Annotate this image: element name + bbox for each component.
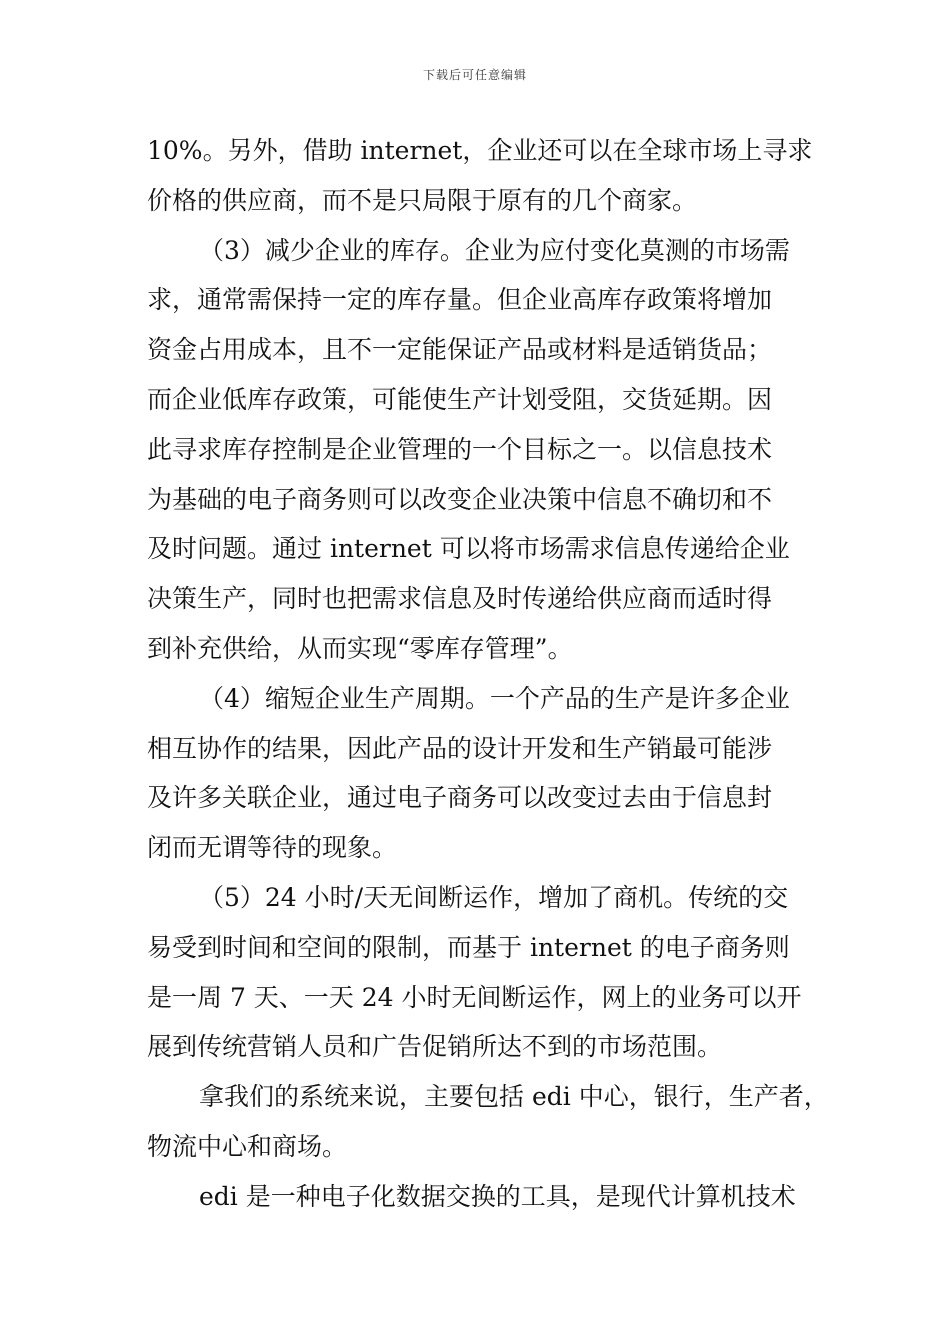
text-line: 及时问题。通过 internet 可以将市场需求信息传递给企业: [147, 534, 790, 564]
text-line: edi 是一种电子化数据交换的工具，是现代计算机技术: [199, 1181, 796, 1211]
body-text: [147, 126, 829, 1222]
text-line: 为基础的电子商务则可以改变企业决策中信息不确切和不: [147, 484, 773, 514]
text-line: 相互协作的结果，因此产品的设计开发和生产销最可能涉: [147, 733, 773, 763]
text-line: 此寻求库存控制是企业管理的一个目标之一。以信息技术: [147, 434, 773, 464]
text-line: 易受到时间和空间的限制，而基于 internet 的电子商务则: [147, 932, 790, 962]
text-line: （4）缩短企业生产周期。一个产品的生产是许多企业: [199, 683, 790, 713]
text-line: 资金占用成本，且不一定能保证产品或材料是适销货品；: [147, 335, 773, 365]
text-line: 价格的供应商，而不是只局限于原有的几个商家。: [147, 185, 698, 215]
text-line: 到补充供给，从而实现“零库存管理”。: [147, 633, 573, 663]
text-line: 10%。另外，借助 internet，企业还可以在全球市场上寻求: [147, 136, 813, 165]
text-line: 决策生产，同时也把需求信息及时传递给供应商而适时得: [147, 584, 773, 614]
text-line: 闭而无谓等待的现象。: [147, 833, 398, 863]
text-line: 求，通常需保持一定的库存量。但企业高库存政策将增加: [147, 285, 773, 315]
text-line: （3）减少企业的库存。企业为应付变化莫测的市场需: [199, 235, 790, 265]
page-header: 下载后可任意编辑: [422, 68, 527, 82]
text-line: 而企业低库存政策，可能使生产计划受阻，交货延期。因: [147, 384, 773, 414]
text-line: 展到传统营销人员和广告促销所达不到的市场范围。: [147, 1032, 723, 1062]
text-line: （5）24 小时/天无间断运作，增加了商机。传统的交: [199, 882, 789, 912]
text-line: 及许多关联企业，通过电子商务可以改变过去由于信息封: [147, 783, 773, 813]
text-line: 物流中心和商场。: [147, 1131, 348, 1161]
text-line: 是一周 7 天、一天 24 小时无间断运作，网上的业务可以开: [147, 982, 802, 1012]
text-line: 拿我们的系统来说，主要包括 edi 中心，银行，生产者，: [199, 1082, 829, 1112]
